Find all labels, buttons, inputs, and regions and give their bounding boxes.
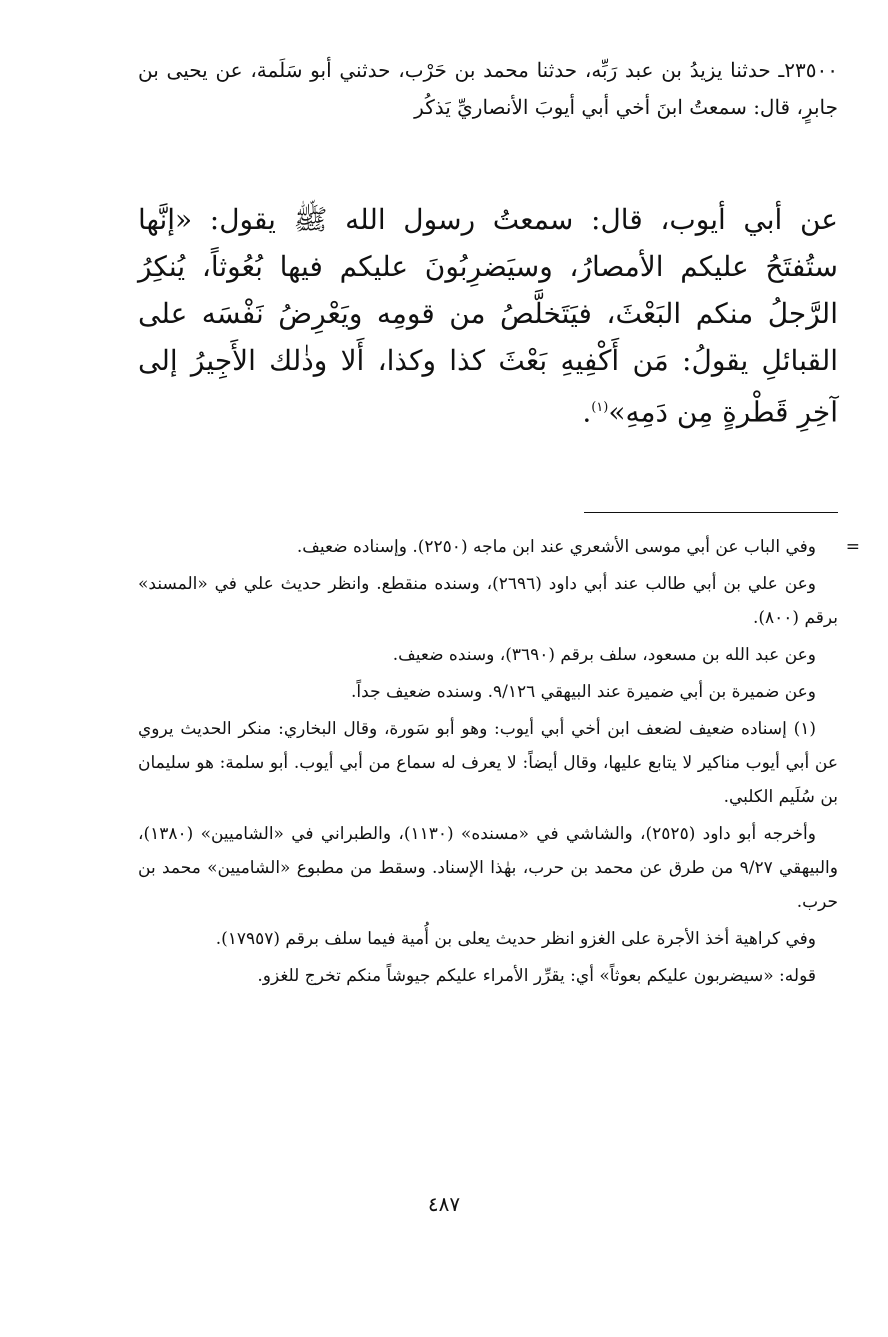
page-number: ٤٨٧ [427, 1192, 461, 1216]
hadith-matn-text: عن أبي أيوب، قال: سمعتُ رسول الله ﷺ يقول: «إنَّها ستُفتَحُ عليكم الأمصارُ، وسيَضرِبُونَ عليكم فيها بُعُوثاً، يُنكِرُ الرَّجلُ منكم البَعْثَ، فيَتَخلَّصُ من قومِه ويَعْرِضُ نَفْسَه على القبائلِ يقولُ: مَن أَكْفِيهِ بَعْثَ كذا وكذا، أَلا وذٰلك الأَجِيرُ إلى آخِرِ قَطْرةٍ مِن دَمِهِ» [138, 203, 839, 429]
footnote-line: وعن عبد الله بن مسعود، سلف برقم (٣٦٩٠)، وسنده ضعيف. [392, 645, 816, 665]
footnote-line: وفي كراهية أخذ الأجرة على الغزو انظر حديث يعلى بن أُمية فيما سلف برقم (١٧٩٥٧). [215, 929, 816, 949]
hadith-matn-end: . [582, 395, 592, 429]
continuation-marker: = [845, 537, 860, 557]
footnote-line: وعن علي بن أبي طالب عند أبي داود (٢٦٩٦)، وسنده منقطع. وانظر حديث علي في «المسند» برقم (٨٠٠). [138, 574, 838, 628]
footnote-line: وعن ضميرة بن أبي ضميرة عند البيهقي ٩/١٢٦. وسنده ضعيف جداً. [351, 682, 816, 702]
footnote-line: وأخرجه أبو داود (٢٥٢٥)، والشاشي في «مسنده» (١١٣٠)، والطبراني في «الشاميين» (١٣٨٠)، والبيهقي ٩/٢٧ من طرق عن محمد بن حرب، بهٰذا الإسناد. وسقط من مطبوع «الشاميين» محمد بن حرب. [138, 824, 838, 912]
hadith-chain [138, 52, 838, 126]
footnote-line: = وفي الباب عن أبي موسى الأشعري عند ابن ماجه (٢٢٥٠). وإسناده ضعيف. [138, 530, 838, 564]
hadith-matn [138, 196, 838, 435]
footnote-line: قوله: «سيضربون عليكم بعوثاً» أي: يقرِّر الأمراء عليكم جيوشاً منكم تخرج للغزو. [257, 966, 816, 986]
footnote-divider [584, 512, 838, 513]
footnotes [138, 530, 860, 996]
footnote-1: (١) إسناده ضعيف لضعف ابن أخي أبي أيوب: وهو أبو سَورة، وقال البخاري: منكر الحديث يروي عن أبي أيوب مناكير لا يتابع عليها، وقال أيضاً: لا يعرف له سماع من أبي أيوب. أبو سلمة: هو سليمان بن سُلَيم الكلبي. [138, 719, 838, 807]
footnote-reference: (١) [591, 400, 609, 415]
hadith-chain-text: ٢٣٥٠٠ـ حدثنا يزيدُ بن عبد رَبِّه، حدثنا محمد بن حَرْب، حدثني أبو سَلَمة، عن يحيى بن جابرٍ، قال: سمعتُ ابنَ أخي أبي أيوبَ الأنصاريِّ يَذكُر [138, 58, 838, 119]
